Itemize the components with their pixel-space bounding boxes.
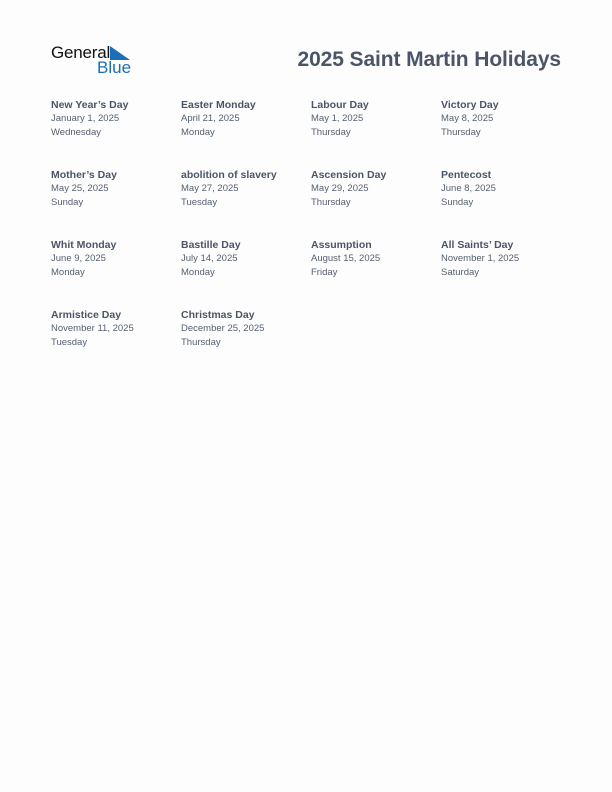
holiday-name: Labour Day xyxy=(311,99,369,111)
holiday-item xyxy=(51,238,176,280)
holiday-item xyxy=(441,238,566,280)
holiday-date: January 1, 2025 xyxy=(51,113,120,124)
holiday-name: Mother’s Day xyxy=(51,169,117,181)
holiday-name: Bastille Day xyxy=(181,239,241,251)
holiday-item xyxy=(51,168,176,210)
holiday-item xyxy=(311,98,436,140)
holiday-weekday: Thursday xyxy=(181,337,221,348)
holiday-date: November 1, 2025 xyxy=(441,253,520,264)
holiday-name: Victory Day xyxy=(441,99,499,111)
holiday-name: Easter Monday xyxy=(181,99,256,111)
holiday-name: Armistice Day xyxy=(51,309,122,321)
holiday-name: Assumption xyxy=(311,239,372,251)
holiday-weekday: Monday xyxy=(51,267,85,278)
holiday-date: April 21, 2025 xyxy=(181,113,240,124)
page-title: 2025 Saint Martin Holidays xyxy=(297,48,561,71)
holiday-weekday: Monday xyxy=(181,267,215,278)
holiday-item xyxy=(181,308,306,350)
logo-word-general: General xyxy=(51,43,111,62)
holiday-item xyxy=(311,168,436,210)
holiday-name: Ascension Day xyxy=(311,169,387,181)
holiday-date: August 15, 2025 xyxy=(311,253,381,264)
holiday-weekday: Saturday xyxy=(441,267,480,278)
generalblue-logo xyxy=(51,44,141,78)
holiday-item xyxy=(51,308,176,350)
holiday-name: New Year’s Day xyxy=(51,99,129,111)
holiday-item xyxy=(311,238,436,280)
holiday-weekday: Sunday xyxy=(51,197,84,208)
holiday-name: Christmas Day xyxy=(181,309,255,321)
holiday-weekday: Wednesday xyxy=(51,127,101,138)
holiday-item xyxy=(181,238,306,280)
holiday-name: Whit Monday xyxy=(51,239,117,251)
holiday-date: May 27, 2025 xyxy=(181,183,239,194)
holiday-date: November 11, 2025 xyxy=(51,323,134,334)
holiday-date: May 8, 2025 xyxy=(441,113,494,124)
holiday-item xyxy=(441,98,566,140)
holiday-name: Pentecost xyxy=(441,169,492,181)
holiday-weekday: Monday xyxy=(181,127,215,138)
holiday-date: December 25, 2025 xyxy=(181,323,265,334)
holiday-item xyxy=(181,168,306,210)
holiday-weekday: Thursday xyxy=(311,197,351,208)
holiday-date: May 25, 2025 xyxy=(51,183,109,194)
holiday-item xyxy=(441,168,566,210)
holiday-item xyxy=(181,98,306,140)
logo-word-blue: Blue xyxy=(97,58,132,77)
holiday-weekday: Friday xyxy=(311,267,338,278)
holiday-date: July 14, 2025 xyxy=(181,253,238,264)
holiday-weekday: Sunday xyxy=(441,197,474,208)
holiday-item xyxy=(51,98,176,140)
holiday-date: May 1, 2025 xyxy=(311,113,364,124)
holiday-date: June 8, 2025 xyxy=(441,183,496,194)
holiday-date: June 9, 2025 xyxy=(51,253,106,264)
holiday-date: May 29, 2025 xyxy=(311,183,369,194)
holiday-weekday: Thursday xyxy=(441,127,481,138)
holiday-name: abolition of slavery xyxy=(181,169,277,181)
holiday-name: All Saints’ Day xyxy=(441,239,514,251)
holiday-weekday: Thursday xyxy=(311,127,351,138)
holiday-weekday: Tuesday xyxy=(51,337,88,348)
holiday-weekday: Tuesday xyxy=(181,197,218,208)
